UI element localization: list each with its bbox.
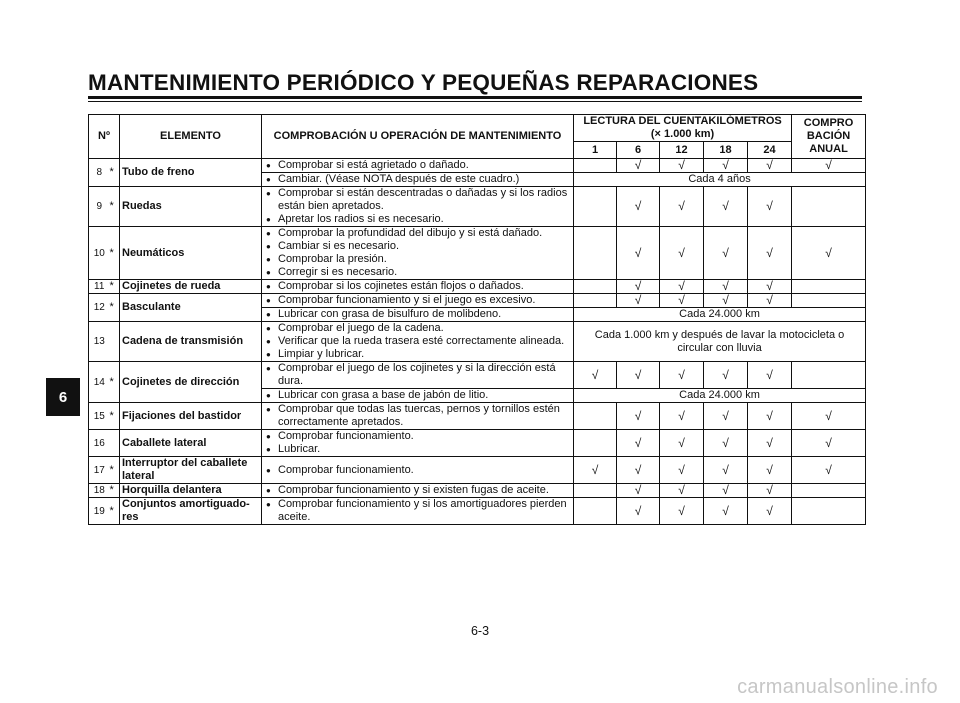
table-row (89, 159, 866, 173)
check-mark: √ (617, 294, 660, 308)
table-row (89, 294, 866, 308)
operation-item: ● Comprobar funcionamiento y si los amortiguadores pierden aceite. (264, 498, 571, 524)
check-mark: √ (704, 484, 748, 498)
check-mark: √ (617, 159, 660, 173)
row-element (120, 227, 262, 280)
operation-item: ● Comprobar el juego de la cadena. (264, 322, 571, 335)
operation-item: ● Comprobar funcionamiento. (264, 430, 571, 443)
row-operation (262, 389, 574, 403)
row-element-line: Tubo de freno (122, 166, 195, 178)
row-element-line: Interruptor del caballete (122, 457, 248, 469)
check-mark: √ (704, 430, 748, 457)
check-mark: √ (748, 457, 792, 484)
row-element-line: Cojinetes de rueda (122, 280, 221, 292)
row-element (120, 403, 262, 430)
operation-item: ● Lubricar con grasa a base de jabón de litio. (264, 389, 571, 402)
row-element-line: Cadena de transmisión (122, 335, 244, 347)
header-annual-line1: COMPRO (803, 117, 854, 129)
row-number: 12 (89, 294, 110, 322)
header-operation: COMPROBACIÓN U OPERACIÓN DE MANTENIMIENTO (262, 115, 574, 159)
row-element (120, 498, 262, 525)
check-mark: √ (617, 187, 660, 227)
check-mark (792, 498, 866, 525)
row-asterisk: * (110, 187, 120, 227)
table-row (89, 484, 866, 498)
row-number: 19 (89, 498, 110, 525)
title-rule-thick (88, 96, 862, 99)
check-mark: √ (704, 498, 748, 525)
page-number: 6-3 (470, 624, 490, 638)
row-element (120, 294, 262, 322)
row-asterisk: * (110, 280, 120, 294)
row-asterisk (110, 430, 120, 457)
check-mark (792, 187, 866, 227)
check-mark: √ (748, 362, 792, 389)
operation-item: ● Comprobar la profundidad del dibujo y si está dañado. (264, 227, 571, 240)
watermark-text: carmanualsonline.info (737, 676, 938, 698)
row-asterisk: * (110, 457, 120, 484)
interval-note: Cada 1.000 km y después de lavar la motocicleta o circular con lluvia (574, 322, 866, 362)
row-operation (262, 187, 574, 227)
header-annual (792, 115, 866, 159)
check-mark: √ (748, 484, 792, 498)
row-asterisk: * (110, 403, 120, 430)
check-mark: √ (748, 159, 792, 173)
row-element-line: Conjuntos amortiguado- (122, 498, 250, 510)
check-mark: √ (748, 403, 792, 430)
operation-item: ● Apretar los radios si es necesario. (264, 213, 571, 226)
check-mark: √ (792, 430, 866, 457)
row-operation (262, 362, 574, 389)
check-mark: √ (617, 403, 660, 430)
row-number: 10 (89, 227, 110, 280)
table-row (89, 403, 866, 430)
row-number: 8 (89, 159, 110, 187)
check-mark: √ (660, 484, 704, 498)
check-mark: √ (660, 280, 704, 294)
operation-item: ● Comprobar funcionamiento y si el juego es excesivo. (264, 294, 571, 307)
check-mark (574, 484, 617, 498)
row-element (120, 457, 262, 484)
row-element (120, 322, 262, 362)
operation-item: ● Comprobar si está agrietado o dañado. (264, 159, 571, 172)
row-element-line: Basculante (122, 301, 181, 313)
table-row (89, 430, 866, 457)
operation-item: ● Comprobar funcionamiento y si existen fugas de aceite. (264, 484, 571, 497)
check-mark (792, 362, 866, 389)
operation-item: ● Verificar que la rueda trasera esté correctamente alineada. (264, 335, 571, 348)
row-element-line: lateral (122, 470, 155, 482)
row-number: 14 (89, 362, 110, 403)
row-asterisk: * (110, 294, 120, 322)
row-element (120, 484, 262, 498)
check-mark: √ (660, 227, 704, 280)
chapter-tab[interactable]: 6 (46, 378, 80, 416)
check-mark: √ (617, 430, 660, 457)
table-row (89, 457, 866, 484)
interval-note: Cada 24.000 km (574, 389, 866, 403)
check-mark: √ (617, 457, 660, 484)
table-row (89, 187, 866, 227)
check-mark: √ (660, 430, 704, 457)
table-row (89, 227, 866, 280)
row-asterisk: * (110, 484, 120, 498)
row-operation (262, 280, 574, 294)
row-element-line: Fijaciones del bastidor (122, 409, 242, 422)
check-mark: √ (660, 403, 704, 430)
row-element-line: Neumáticos (122, 246, 185, 259)
operation-item: ● Cambiar. (Véase NOTA después de este cuadro.) (264, 173, 571, 186)
header-element: ELEMENTO (120, 115, 262, 159)
check-mark (574, 403, 617, 430)
check-mark: √ (792, 457, 866, 484)
header-odometer-col: 6 (617, 142, 660, 159)
check-mark: √ (660, 159, 704, 173)
interval-note: Cada 4 años (574, 173, 866, 187)
header-annual-line3: ANUAL (809, 143, 848, 155)
header-odometer-col: 1 (574, 142, 617, 159)
operation-item: ● Comprobar si los cojinetes están flojos o dañados. (264, 280, 571, 293)
check-mark: √ (574, 457, 617, 484)
table-row (89, 362, 866, 389)
header-no: Nº (89, 115, 120, 159)
row-asterisk: * (110, 498, 120, 525)
maintenance-table (88, 114, 866, 525)
check-mark: √ (704, 227, 748, 280)
check-mark: √ (792, 159, 866, 173)
check-mark: √ (704, 294, 748, 308)
row-asterisk: * (110, 159, 120, 187)
check-mark: √ (748, 430, 792, 457)
operation-item: ● Lubricar con grasa de bisulfuro de molibdeno. (264, 308, 571, 321)
row-number: 11 (89, 280, 110, 294)
check-mark: √ (704, 159, 748, 173)
header-odometer (574, 115, 792, 142)
header-odometer-label: LECTURA DEL CUENTAKILÓMETROS (583, 115, 782, 127)
check-mark (574, 280, 617, 294)
row-number: 9 (89, 187, 110, 227)
row-operation (262, 498, 574, 525)
row-number: 16 (89, 430, 110, 457)
operation-item: ● Cambiar si es necesario. (264, 240, 571, 253)
check-mark (792, 280, 866, 294)
check-mark: √ (660, 362, 704, 389)
row-element (120, 159, 262, 187)
row-operation (262, 159, 574, 173)
row-element-line: Ruedas (122, 200, 162, 212)
check-mark (574, 294, 617, 308)
check-mark: √ (704, 403, 748, 430)
page-title: MANTENIMIENTO PERIÓDICO Y PEQUEÑAS REPARACIONES (88, 70, 759, 95)
row-asterisk: * (110, 362, 120, 403)
check-mark: √ (574, 362, 617, 389)
check-mark: √ (792, 227, 866, 280)
check-mark (574, 498, 617, 525)
header-odometer-col: 12 (660, 142, 704, 159)
row-number: 13 (89, 322, 110, 362)
operation-item: ● Comprobar si están descentradas o dañadas y si los radios están bien apretados. (264, 187, 571, 213)
row-operation (262, 294, 574, 308)
row-number: 15 (89, 403, 110, 430)
row-operation (262, 173, 574, 187)
row-element-line: res (122, 511, 139, 523)
row-operation (262, 322, 574, 362)
row-element (120, 362, 262, 403)
table-row (89, 280, 866, 294)
operation-item: ● Lubricar. (264, 443, 571, 456)
check-mark: √ (748, 498, 792, 525)
operation-item: ● Comprobar la presión. (264, 253, 571, 266)
row-number: 18 (89, 484, 110, 498)
row-asterisk (110, 322, 120, 362)
check-mark: √ (617, 484, 660, 498)
check-mark: √ (704, 187, 748, 227)
row-element-line: Caballete lateral (122, 436, 207, 449)
check-mark (574, 187, 617, 227)
row-element (120, 280, 262, 294)
check-mark (792, 294, 866, 308)
row-number: 17 (89, 457, 110, 484)
row-operation (262, 403, 574, 430)
check-mark: √ (704, 457, 748, 484)
check-mark (574, 430, 617, 457)
check-mark: √ (704, 280, 748, 294)
check-mark: √ (748, 280, 792, 294)
check-mark: √ (660, 498, 704, 525)
check-mark: √ (660, 457, 704, 484)
row-operation (262, 308, 574, 322)
header-odometer-col: 18 (704, 142, 748, 159)
operation-item: ● Limpiar y lubricar. (264, 348, 571, 361)
check-mark (792, 484, 866, 498)
check-mark: √ (617, 362, 660, 389)
interval-note: Cada 24.000 km (574, 308, 866, 322)
row-asterisk: * (110, 227, 120, 280)
table-row (89, 498, 866, 525)
row-operation (262, 484, 574, 498)
operation-item: ● Corregir si es necesario. (264, 266, 571, 279)
check-mark (574, 159, 617, 173)
row-operation (262, 430, 574, 457)
row-element (120, 430, 262, 457)
check-mark: √ (704, 362, 748, 389)
check-mark: √ (792, 403, 866, 430)
check-mark (574, 227, 617, 280)
operation-item: ● Comprobar el juego de los cojinetes y si la dirección está dura. (264, 362, 571, 388)
check-mark: √ (748, 227, 792, 280)
check-mark: √ (617, 280, 660, 294)
row-operation (262, 457, 574, 484)
header-odometer-col: 24 (748, 142, 792, 159)
check-mark: √ (660, 294, 704, 308)
operation-item: ● Comprobar funcionamiento. (264, 464, 571, 477)
title-rule-thin (88, 101, 862, 102)
header-odometer-unit: (× 1.000 km) (650, 128, 715, 140)
row-element (120, 187, 262, 227)
row-operation (262, 227, 574, 280)
operation-item: ● Comprobar que todas las tuercas, pernos y tornillos estén correctamente apretados. (264, 403, 571, 429)
check-mark: √ (748, 294, 792, 308)
check-mark: √ (617, 498, 660, 525)
row-element-line: Horquilla delantera (122, 484, 222, 496)
check-mark: √ (660, 187, 704, 227)
header-annual-line2: BACIÓN (806, 130, 851, 142)
check-mark: √ (617, 227, 660, 280)
table-row (89, 322, 866, 362)
check-mark: √ (748, 187, 792, 227)
row-element-line: Cojinetes de dirección (122, 375, 240, 388)
